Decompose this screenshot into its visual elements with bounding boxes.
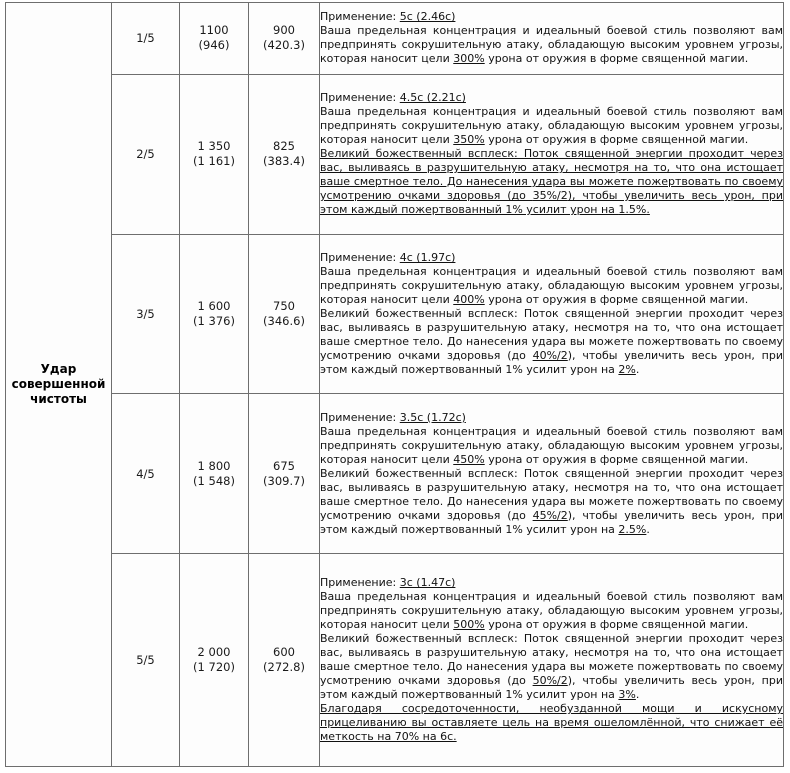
ability-name-cell bbox=[6, 3, 112, 767]
table-row bbox=[6, 3, 784, 75]
usage-line bbox=[320, 91, 783, 105]
cost-secondary: (272.8) bbox=[263, 660, 305, 675]
surge-highlight-bonus: 3% bbox=[618, 688, 636, 702]
surge-text-b: ), чтобы увеличить весь урон, при этом каждый пожертвованный 1% усилит урон на bbox=[320, 189, 784, 217]
surge-text-b: ), чтобы увеличить весь урон, при этом каждый пожертвованный 1% усилит урон на bbox=[320, 349, 784, 376]
damage-secondary: (1 376) bbox=[193, 314, 235, 328]
surge-highlight-hp: 35%/2 bbox=[532, 189, 568, 203]
cost-secondary: (420.3) bbox=[263, 38, 305, 53]
damage-cell bbox=[180, 3, 249, 75]
cost-secondary: (346.6) bbox=[263, 314, 305, 328]
damage-secondary: (946) bbox=[198, 38, 230, 53]
cost-cell bbox=[249, 74, 320, 234]
desc-text-before: Ваша предельная концентрация и идеальный боевой стиль позволяют вам предпринять сокрушительную атаку, обладающую высоким уровнем угрозы, которая наносит цели bbox=[320, 265, 783, 306]
surge-text-b: ), чтобы увеличить весь урон, при этом каждый пожертвованный 1% усилит урон на bbox=[320, 674, 784, 702]
usage-prefix-label: Применение: bbox=[320, 410, 397, 424]
description-cell bbox=[320, 3, 784, 75]
usage-value: 4.5с (2.21с) bbox=[399, 91, 466, 105]
damage-secondary: (1 548) bbox=[193, 473, 235, 488]
description-cell bbox=[320, 234, 784, 394]
rank-cell: 4/5 bbox=[112, 394, 180, 554]
cost-primary: 675 bbox=[273, 458, 295, 473]
usage-prefix-label: Применение: bbox=[320, 251, 397, 264]
usage-value: 3с (1.47с) bbox=[399, 576, 456, 590]
usage-value: 5с (2.46с) bbox=[399, 10, 456, 24]
desc-text-after: урона от оружия в форме священной магии. bbox=[484, 52, 749, 66]
ability-name-label: Удар совершенной чистоты bbox=[11, 362, 106, 406]
surge-text-a: Великий божественный всплеск: Поток священной энергии проходит через вас, выливаясь в разрушительную атаку, несмотря на то, что она истощает ваше смертное тело. До нанесения удара вы можете пожертвовать по своему усмотрению очками здоровья (до bbox=[320, 632, 783, 688]
surge-text-a: Великий божественный всплеск: Поток священной энергии проходит через вас, выливаясь в разрушительную атаку, несмотря на то, что она истощает ваше смертное тело. До нанесения удара вы можете пожертвовать по своему усмотрению очками здоровья (до bbox=[320, 466, 783, 522]
description-paragraph-1 bbox=[320, 24, 783, 66]
description-paragraph-2 bbox=[320, 307, 783, 377]
description-paragraph-3: Благодаря сосредоточенности, необузданной мощи и искусному прицеливанию вы оставляете цель на время ошеломлённой, что снижает её меткость на 70% на 6с. bbox=[320, 702, 783, 744]
table-row bbox=[6, 74, 784, 234]
cost-primary: 750 bbox=[273, 299, 295, 313]
damage-secondary: (1 161) bbox=[193, 154, 235, 169]
usage-line bbox=[320, 576, 783, 590]
rank-cell: 5/5 bbox=[112, 554, 180, 767]
surge-highlight-bonus: 2% bbox=[618, 363, 636, 376]
description-cell bbox=[320, 74, 784, 234]
usage-line bbox=[320, 411, 783, 425]
desc-highlight-damage: 500% bbox=[453, 618, 485, 632]
description-paragraph-1 bbox=[320, 425, 783, 467]
desc-text-after: урона от оружия в форме священной магии. bbox=[484, 133, 749, 147]
desc-text-after: урона от оружия в форме священной магии. bbox=[484, 293, 749, 306]
usage-line bbox=[320, 251, 783, 265]
ability-table-container bbox=[5, 2, 784, 767]
description-paragraph-2 bbox=[320, 467, 783, 537]
cost-cell bbox=[249, 394, 320, 554]
desc-text-before: Ваша предельная концентрация и идеальный боевой стиль позволяют вам предпринять сокрушительную атаку, обладающую высоким уровнем угрозы, которая наносит цели bbox=[320, 24, 783, 66]
cost-primary: 600 bbox=[273, 645, 295, 660]
surge-highlight-hp: 40%/2 bbox=[532, 349, 568, 362]
surge-highlight-hp: 50%/2 bbox=[532, 674, 568, 688]
description-cell bbox=[320, 394, 784, 554]
usage-value: 3.5с (1.72с) bbox=[399, 410, 466, 424]
cost-cell bbox=[249, 554, 320, 767]
surge-highlight-hp: 45%/2 bbox=[532, 508, 568, 522]
damage-primary: 1 350 bbox=[197, 139, 231, 154]
surge-text-c: . bbox=[635, 363, 640, 376]
damage-primary: 1100 bbox=[199, 23, 229, 38]
damage-cell bbox=[180, 74, 249, 234]
usage-line bbox=[320, 10, 783, 24]
surge-text-c: . bbox=[646, 203, 650, 217]
desc-text-after: урона от оружия в форме священной магии. bbox=[484, 452, 749, 466]
surge-highlight-bonus: 1.5% bbox=[618, 203, 647, 217]
cost-primary: 900 bbox=[273, 23, 295, 38]
desc-highlight-damage: 300% bbox=[453, 52, 485, 66]
surge-text-a: Великий божественный всплеск: Поток священной энергии проходит через вас, выливаясь в разрушительную атаку, несмотря на то, что она истощает ваше смертное тело. До нанесения удара вы можете пожертвовать по своему усмотрению очками здоровья (до bbox=[320, 147, 783, 203]
damage-secondary: (1 720) bbox=[193, 660, 235, 675]
desc-text-before: Ваша предельная концентрация и идеальный боевой стиль позволяют вам предпринять сокрушительную атаку, обладающую высоким уровнем угрозы, которая наносит цели bbox=[320, 105, 783, 147]
description-paragraph-2 bbox=[320, 147, 783, 217]
surge-highlight-bonus: 2.5% bbox=[618, 522, 647, 536]
damage-cell bbox=[180, 554, 249, 767]
table-row bbox=[6, 554, 784, 767]
cost-cell bbox=[249, 234, 320, 394]
desc-text-before: Ваша предельная концентрация и идеальный боевой стиль позволяют вам предпринять сокрушительную атаку, обладающую высоким уровнем угрозы, которая наносит цели bbox=[320, 424, 783, 466]
usage-value: 4с (1.97с) bbox=[399, 251, 456, 264]
rank-cell: 2/5 bbox=[112, 74, 180, 234]
damage-primary: 1 800 bbox=[197, 458, 231, 473]
damage-primary: 2 000 bbox=[197, 645, 231, 660]
rank-cell: 3/5 bbox=[112, 234, 180, 394]
surge-text-c: . bbox=[635, 688, 640, 702]
cost-primary: 825 bbox=[273, 139, 295, 154]
damage-primary: 1 600 bbox=[197, 299, 231, 313]
description-paragraph-1 bbox=[320, 105, 783, 147]
description-cell bbox=[320, 554, 784, 767]
cost-secondary: (383.4) bbox=[263, 154, 305, 169]
ability-rank-table bbox=[5, 2, 784, 767]
surge-text-b: ), чтобы увеличить весь урон, при этом каждый пожертвованный 1% усилит урон на bbox=[320, 508, 784, 536]
cost-secondary: (309.7) bbox=[263, 473, 305, 488]
desc-highlight-damage: 350% bbox=[453, 133, 485, 147]
usage-prefix-label: Применение: bbox=[320, 91, 397, 105]
damage-cell bbox=[180, 394, 249, 554]
usage-prefix-label: Применение: bbox=[320, 10, 397, 24]
surge-text-a: Великий божественный всплеск: Поток священной энергии проходит через вас, выливаясь в разрушительную атаку, несмотря на то, что она истощает ваше смертное тело. До нанесения удара вы можете пожертвовать по своему усмотрению очками здоровья (до bbox=[320, 307, 783, 362]
cost-cell bbox=[249, 3, 320, 75]
damage-cell bbox=[180, 234, 249, 394]
desc-highlight-damage: 400% bbox=[453, 293, 485, 306]
table-row bbox=[6, 234, 784, 394]
table-body bbox=[6, 3, 784, 767]
description-paragraph-1 bbox=[320, 265, 783, 307]
description-paragraph-2 bbox=[320, 632, 783, 702]
table-row bbox=[6, 394, 784, 554]
desc-text-after: урона от оружия в форме священной магии. bbox=[484, 618, 749, 632]
desc-text-before: Ваша предельная концентрация и идеальный боевой стиль позволяют вам предпринять сокрушительную атаку, обладающую высоким уровнем угрозы, которая наносит цели bbox=[320, 590, 783, 632]
description-paragraph-1 bbox=[320, 590, 783, 632]
surge-text-c: . bbox=[646, 522, 650, 536]
usage-prefix-label: Применение: bbox=[320, 576, 397, 590]
desc-highlight-damage: 450% bbox=[453, 452, 485, 466]
rank-cell: 1/5 bbox=[112, 3, 180, 75]
